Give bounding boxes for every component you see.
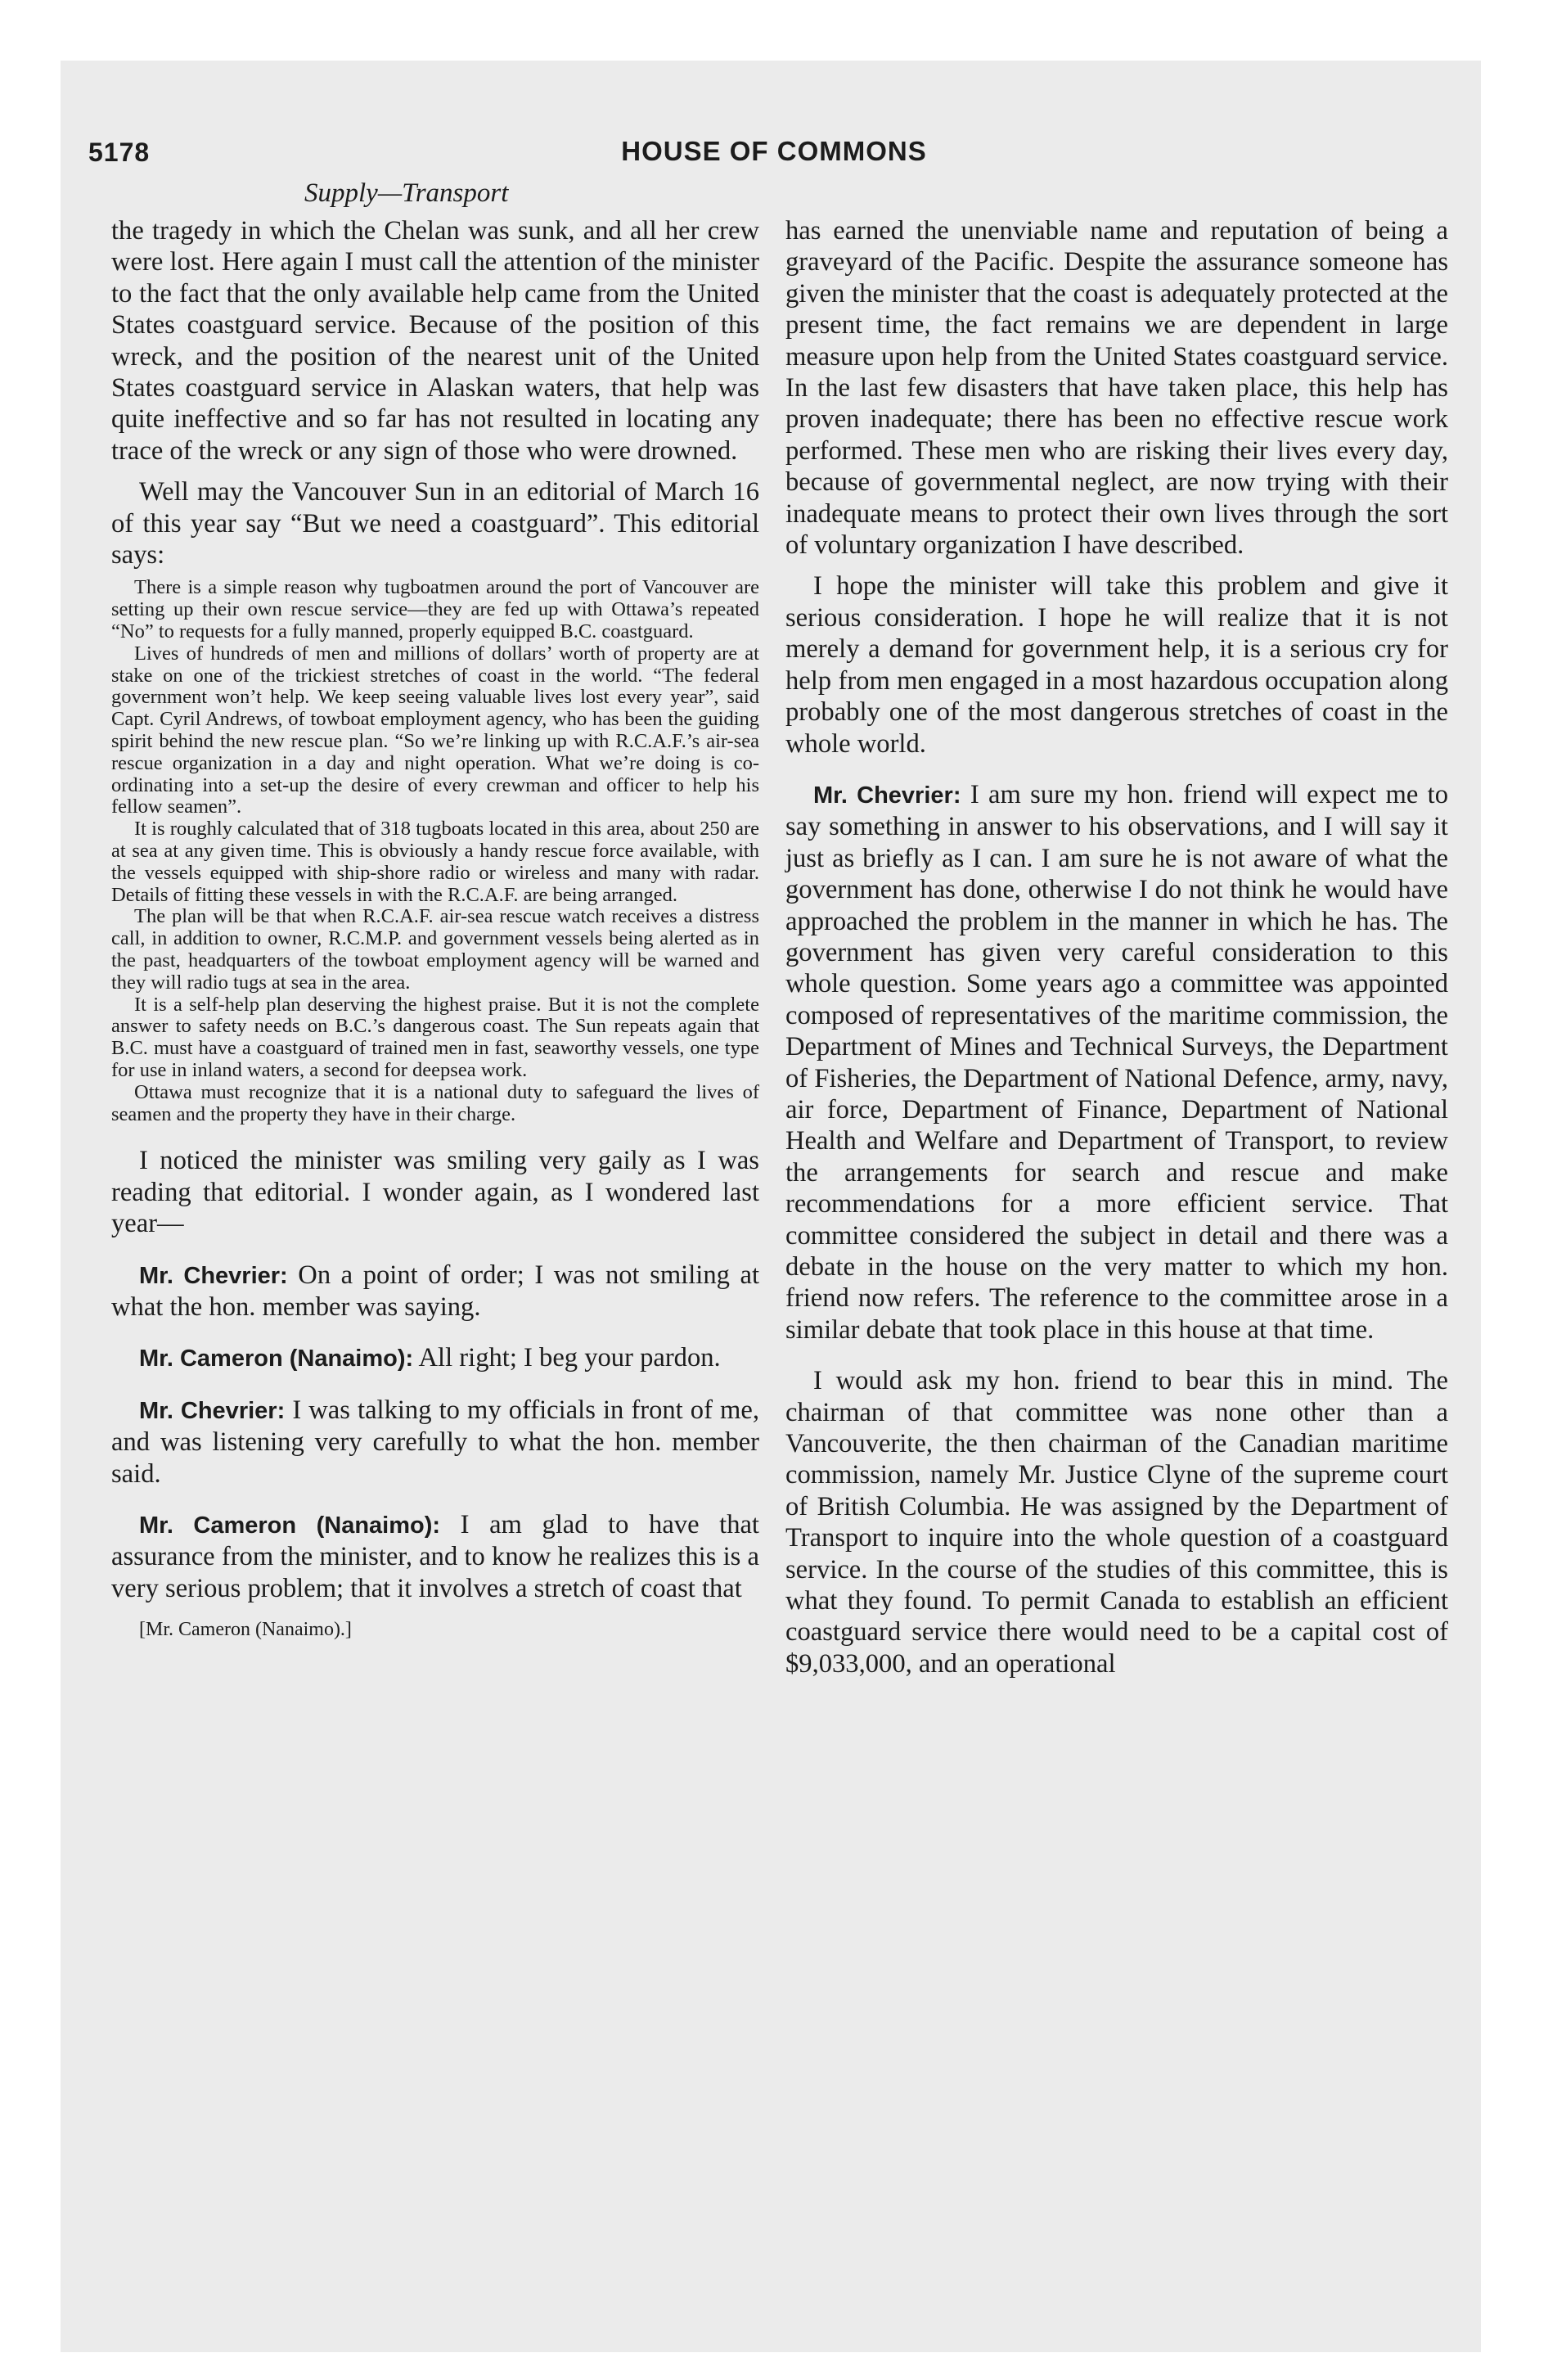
quote-paragraph: There is a simple reason why tugboatmen around the port of Vancouver are setting up their own rescue service—they are fed up with Ottawa’s repeated “No” to requests for a fully manned, properly equipped B.C. coastguard.	[111, 576, 759, 643]
paragraph: has earned the unenviable name and reputation of being a graveyard of the Pacific. Despite the assurance someone has given the minister that the coast is adequately protected at the present time, the fact remains we are dependent in large measure upon help from the United States coastguard service. In the last few disasters that have taken place, this help has proven inadequate; there has been no effective rescue work performed. These men who are risking their lives every day, because of governmental neglect, are now trying with their inadequate means to protect their own lives through the sort of voluntary organization I have described.	[785, 216, 1448, 561]
speaker-attribution: [Mr. Cameron (Nanaimo).]	[139, 1619, 352, 1641]
speech	[111, 1509, 759, 1604]
page-number: 5178	[88, 137, 151, 167]
quote-paragraph: It is a self-help plan deserving the highest praise. But it is not the complete answer to safety needs on B.C.’s dangerous coast. The Sun repeats again that B.C. must have a coastguard of trained men in fast, seaworthy vessels, one type for use in inland waters, a second for deepsea work.	[111, 993, 759, 1081]
speech	[111, 1342, 759, 1374]
speaker-name: Mr. Cameron (Nanaimo):	[139, 1346, 414, 1373]
speech-text: I am glad to have that assurance from the minister, and to know he realizes this is a very serious problem; that it involves a stretch of coast that	[111, 1510, 759, 1603]
speech-text: On a point of order; I was not smiling at what the hon. member was saying.	[111, 1260, 759, 1323]
speech-text: All right; I beg your pardon.	[418, 1343, 721, 1373]
speaker-name: Mr. Chevrier:	[139, 1262, 288, 1289]
paragraph: I hope the minister will take this problem and give it serious consideration. I hope he will realize that it is not merely a demand for government help, it is a serious cry for help from men engaged in a most hazardous occupation along probably one of the most dangerous stretches of coast in the whole world.	[785, 571, 1448, 759]
speech	[111, 1260, 759, 1323]
running-title: HOUSE OF COMMONS	[621, 136, 927, 166]
left-column	[111, 215, 759, 1641]
paragraph: I would ask my hon. friend to bear this in mind. The chairman of that committee was none other than a Vancouverite, the then chairman of the Canadian maritime commission, namely Mr. Justice Clyne of the supreme court of British Columbia. He was assigned by the Department of Transport to inquire into the whole question of a coastguard service. In the course of the studies of this committee, this is what they found. To permit Canada to establish an efficient coastguard service there would need to be a capital cost of $9,033,000, and an operational	[785, 1366, 1448, 1679]
speech-text: I am sure my hon. friend will expect me to say something in answer to his observations, and I will say it just as briefly as I can. I am sure he is not aware of what the government has done, otherwise I do not think he would have approached the problem in the manner in which he has. The government has given very careful consideration to this whole question. Some years ago a committee was appointed composed of representatives of the maritime commission, the Department of Mines and Technical Surveys, the Department of Fisheries, the Department of National Defence, army, navy, air force, Department of Finance, Department of National Health and Welfare and Department of Transport, to review the arrangements for search and rescue and make recommendations for a more efficient service. That committee considered the subject in detail and there was a debate in the house on the very matter to which my hon. friend now refers. The reference to the committee arose in a similar debate that took place in this house at that time.	[785, 779, 1448, 1345]
paragraph: I noticed the minister was smiling very gaily as I was reading that editorial. I wonder again, as I wondered last year—	[111, 1146, 759, 1239]
right-column	[785, 215, 1448, 1679]
speech	[111, 1395, 759, 1490]
quote-paragraph: The plan will be that when R.C.A.F. air-sea rescue watch receives a distress call, in addition to owner, R.C.M.P. and government vessels being alerted as in the past, headquarters of the towboat employment agency will be warned and they will radio tugs at sea in the area.	[111, 905, 759, 994]
quote-paragraph: Lives of hundreds of men and millions of dollars’ worth of property are at stake on one of the trickiest stretches of coast in the world. “The federal government won’t help. We keep seeing valuable lives lost every year”, said Capt. Cyril Andrews, of towboat employment agency, who has been the guiding spirit behind the new rescue plan. “So we’re linking up with R.C.A.F.’s air-sea rescue organization in a day and night operation. What we’re doing is co-ordinating into a set-up the desire of every crewman and officer to help his fellow seamen”.	[111, 642, 759, 818]
section-title: Supply—Transport	[304, 178, 509, 208]
speaker-name: Mr. Chevrier:	[139, 1397, 286, 1424]
speaker-name: Mr. Cameron (Nanaimo):	[139, 1512, 441, 1539]
paragraph: Well may the Vancouver Sun in an editorial of March 16 of this year say “But we need a coastguard”. This editorial says:	[111, 477, 759, 570]
speech	[785, 779, 1448, 1346]
editorial-quote	[111, 577, 759, 1125]
paragraph: the tragedy in which the Chelan was sunk, and all her crew were lost. Here again I must call the attention of the minister to the fact that the only available help came from the United States coastguard service. Because of the position of this wreck, and the position of the nearest unit of the United States coastguard service in Alaskan waters, that help was quite ineffective and so far has not resulted in locating any trace of the wreck or any sign of those who were drowned.	[111, 216, 759, 466]
speaker-name: Mr. Chevrier:	[813, 782, 961, 809]
quote-paragraph: It is roughly calculated that of 318 tugboats located in this area, about 250 are at sea at any given time. This is obviously a handy rescue force available, with the vessels equipped with ship-shore radio or wireless and many with radar. Details of fitting these vessels in with the R.C.A.F. are being arranged.	[111, 818, 759, 906]
quote-paragraph: Ottawa must recognize that it is a national duty to safeguard the lives of seamen and the property they have in their charge.	[111, 1080, 759, 1125]
speech-text: I was talking to my officials in front of me, and was listening very carefully to what the hon. member said.	[111, 1395, 759, 1489]
